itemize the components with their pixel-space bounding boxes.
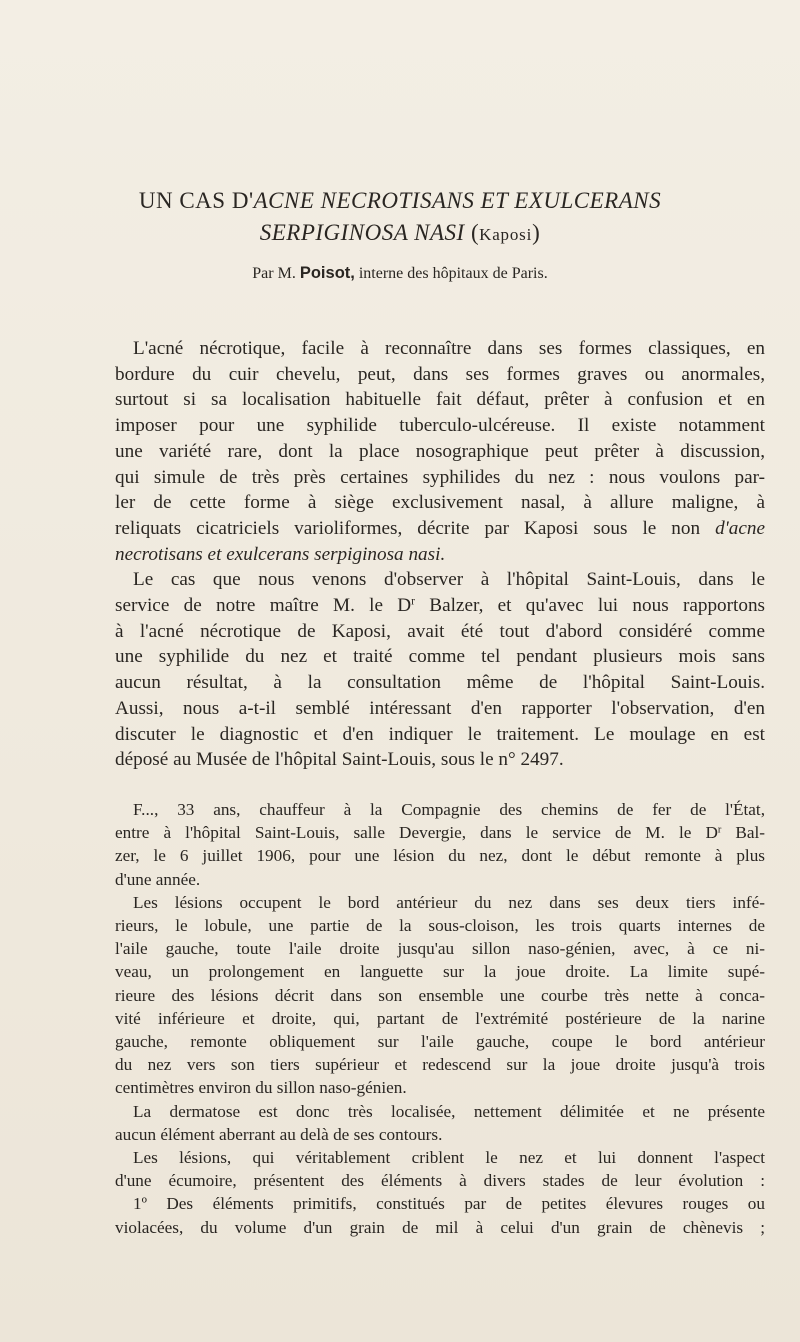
intro-line-rest: Balzer, et qu'avec lui nous rapportons — [415, 595, 766, 617]
observation-line: Les lésions occupent le bord antérieur du nez dans ses deux tiers infé- — [133, 892, 765, 912]
article-title-line-2 — [0, 216, 800, 252]
observation-line: veau, un prolongement en languette sur la joue droite. La limite supé- — [115, 962, 765, 982]
observation-line: du nez vers son tiers supérieur et redescend sur la joue droite jusqu'à trois — [115, 1055, 765, 1075]
observation-line-text: entre à l'hôpital Saint-Louis, salle Devergie, dans le service de M. le D — [115, 823, 718, 843]
title-paren-close: ) — [532, 220, 541, 245]
observation-line: gauche, remonte obliquement sur l'aile gauche, coupe le bord antérieur — [115, 1032, 765, 1052]
observation-line: rieure des lésions décrit dans son ensemble une courbe très nette à conca- — [115, 985, 765, 1005]
byline-author: Poisot, — [299, 264, 355, 282]
byline-suffix: interne des hôpitaux de Paris. — [354, 265, 548, 282]
observation-line: 1º Des éléments primitifs, constitués par de petites élevures rouges ou — [133, 1194, 765, 1214]
intro-line: Aussi, nous a-t-il semblé intéressant d'en rapporter l'observation, d'en — [115, 697, 765, 719]
observation-line: vité inférieure et droite, qui, partant de l'extrémité postérieure de la narine — [115, 1008, 765, 1028]
intro-italic-acne: d'acne — [715, 517, 765, 539]
intro-italic-latin-name: necrotisans et exulcerans serpiginosa nasi. — [115, 543, 446, 565]
observation-line-rest: Bal- — [721, 823, 765, 843]
observation-line — [115, 821, 765, 844]
intro-line: déposé au Musée de l'hôpital Saint-Louis, sous le n° 2497. — [115, 749, 564, 771]
intro-line: imposer pour une syphilide tuberculo-ulcéreuse. Il existe notamment — [115, 415, 765, 437]
intro-line: qui simule de très près certaines syphilides du nez : nous voulons par- — [115, 466, 765, 488]
observation-line: La dermatose est donc très localisée, nettement délimitée et ne présente — [133, 1101, 765, 1121]
observation-paragraphs — [115, 798, 765, 1239]
article-title-line-1 — [0, 184, 800, 218]
observation-line: centimètres environ du sillon naso-génien. — [115, 1078, 407, 1098]
intro-line — [115, 593, 765, 619]
title-paren-open: ( — [464, 220, 480, 245]
observation-line: d'une écumoire, présentent des éléments à divers stades de leur évolution : — [115, 1171, 765, 1191]
title-italic-1: ACNE NECROTISANS ET EXULCERANS — [253, 188, 662, 213]
intro-line-text: service de notre maître M. le D — [115, 595, 412, 617]
observation-line: F..., 33 ans, chauffeur à la Compagnie des chemins de fer de l'État, — [133, 800, 765, 819]
intro-line: ler de cette forme à siège exclusivement nasal, à allure maligne, à — [115, 492, 765, 514]
intro-paragraphs — [115, 336, 765, 773]
observation-line: rieurs, le lobule, une partie de la sous-cloison, les trois quarts internes de — [115, 916, 765, 936]
intro-line: Le cas que nous venons d'observer à l'hôpital Saint-Louis, dans le — [133, 569, 765, 591]
intro-line — [115, 516, 765, 542]
intro-line: L'acné nécrotique, facile à reconnaître dans ses formes classiques, en — [133, 338, 765, 359]
byline-prefix: Par M. — [252, 265, 300, 282]
intro-line: aucun résultat, à la consultation même de l'hôpital Saint-Louis. — [115, 672, 765, 694]
observation-sup: r — [717, 824, 722, 836]
intro-line-text: reliquats cicatriciels varioliformes, décrite par Kaposi sous le non — [115, 517, 716, 539]
byline — [0, 262, 800, 285]
intro-sup: r — [411, 595, 415, 608]
title-italic-2: SERPIGINOSA NASI — [259, 220, 465, 245]
observation-line: d'une année. — [115, 869, 201, 889]
intro-line: discuter le diagnostic et d'en indiquer le traitement. Le moulage en est — [115, 723, 765, 745]
title-author-kaposi: Kaposi — [479, 225, 533, 244]
observation-line: Les lésions, qui véritablement criblent le nez et lui donnent l'aspect — [133, 1148, 765, 1168]
intro-line: à l'acné nécrotique de Kaposi, avait été tout d'abord considéré comme — [115, 620, 765, 642]
observation-line: l'aile gauche, toute l'aile droite jusqu'au sillon naso-génien, avec, à ce ni- — [115, 939, 765, 959]
observation-line: zer, le 6 juillet 1906, pour une lésion du nez, dont le début remonte à plus — [115, 846, 765, 866]
intro-line — [115, 542, 765, 568]
intro-line: surtout si sa localisation habituelle fait défaut, prêter à confusion et en — [115, 389, 765, 411]
title-prefix: UN CAS D' — [138, 188, 254, 213]
intro-line: bordure du cuir chevelu, peut, dans ses formes graves ou anormales, — [115, 363, 765, 385]
observation-line: aucun élément aberrant au delà de ses contours. — [115, 1124, 443, 1144]
observation-line: violacées, du volume d'un grain de mil à celui d'un grain de chènevis ; — [115, 1217, 765, 1237]
intro-line: une variété rare, dont la place nosographique peut prêter à discussion, — [115, 440, 765, 462]
intro-line: une syphilide du nez et traité comme tel pendant plusieurs mois sans — [115, 646, 765, 668]
